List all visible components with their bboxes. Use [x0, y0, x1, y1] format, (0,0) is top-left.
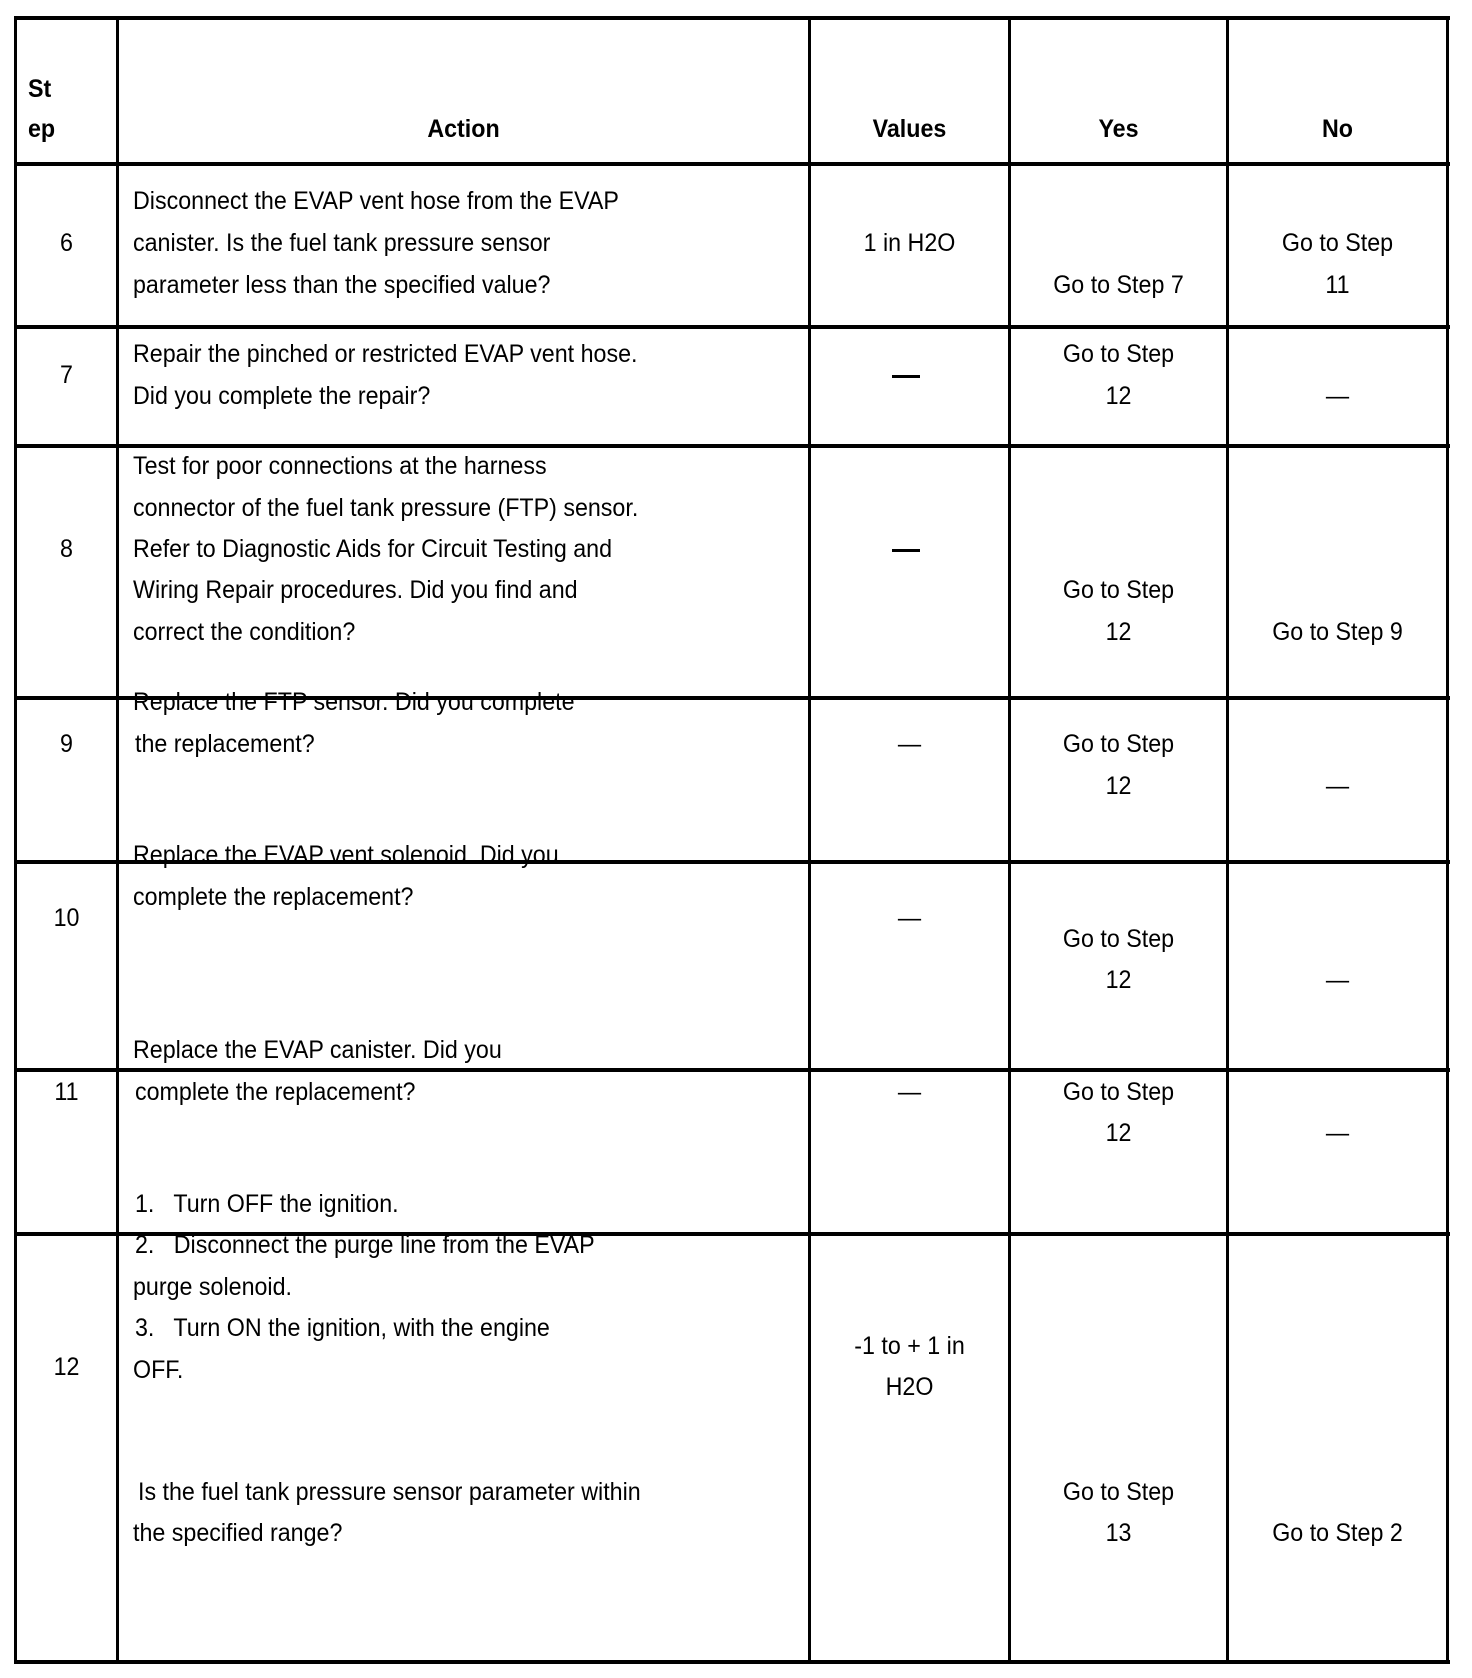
no-link[interactable]: 11 [1325, 271, 1350, 299]
diagnostic-table [14, 16, 1446, 1662]
action-text: Is the fuel tank pressure sensor parameter within [138, 1478, 641, 1506]
row-divider [14, 1068, 1450, 1072]
table-border-bottom [14, 1660, 1450, 1664]
no-text: — [1325, 1119, 1350, 1147]
no-link[interactable]: Go to Step [1281, 229, 1394, 257]
header-step: ep [28, 115, 56, 143]
yes-link[interactable]: Go to Step [1062, 1478, 1175, 1506]
action-text: Did you complete the repair? [133, 382, 431, 410]
value-text: — [897, 730, 922, 758]
action-text: complete the replacement? [133, 883, 414, 911]
step-number: 6 [60, 229, 73, 257]
value-dash [892, 375, 920, 378]
yes-link[interactable]: Go to Step [1062, 730, 1175, 758]
action-text: 1. Turn OFF the ignition. [135, 1190, 399, 1218]
yes-link[interactable]: 12 [1105, 1119, 1132, 1147]
value-text: — [897, 904, 922, 932]
action-text: Refer to Diagnostic Aids for Circuit Testing and [133, 535, 613, 563]
yes-link[interactable]: Go to Step 7 [1053, 271, 1184, 299]
action-text: connector of the fuel tank pressure (FTP) sensor. [133, 494, 639, 522]
action-text: the replacement? [135, 730, 315, 758]
table-border-top [14, 16, 1450, 20]
action-text: Test for poor connections at the harness [133, 452, 547, 480]
header-values: Values [872, 115, 947, 143]
value-text: — [897, 1078, 922, 1106]
action-text: Repair the pinched or restricted EVAP vent hose. [133, 340, 638, 368]
no-text: — [1325, 966, 1350, 994]
yes-link[interactable]: 12 [1105, 772, 1132, 800]
step-number: 12 [53, 1353, 80, 1381]
action-text: Replace the EVAP vent solenoid. Did you [133, 841, 559, 869]
value-text: 1 in H2O [863, 229, 956, 257]
action-text: purge solenoid. [133, 1273, 293, 1301]
action-text: Disconnect the EVAP vent hose from the EVAP [133, 187, 619, 215]
step-number: 7 [60, 361, 73, 389]
no-text: — [1325, 382, 1350, 410]
action-text: OFF. [133, 1356, 184, 1384]
yes-link[interactable]: 12 [1105, 966, 1132, 994]
yes-link[interactable]: Go to Step [1062, 1078, 1175, 1106]
no-text: — [1325, 772, 1350, 800]
value-dash [892, 549, 920, 552]
column-divider [1226, 16, 1229, 1664]
no-link[interactable]: Go to Step 2 [1272, 1519, 1403, 1547]
header-divider [14, 162, 1450, 166]
header-step: St [28, 75, 52, 103]
header-action: Action [427, 115, 500, 143]
action-text: correct the condition? [133, 618, 356, 646]
step-number: 11 [54, 1078, 79, 1106]
yes-link[interactable]: 13 [1105, 1519, 1132, 1547]
action-text: 3. Turn ON the ignition, with the engine [135, 1314, 550, 1342]
yes-link[interactable]: Go to Step [1062, 340, 1175, 368]
action-text: canister. Is the fuel tank pressure sensor [133, 229, 551, 257]
action-text: parameter less than the specified value? [133, 271, 551, 299]
header-yes: Yes [1098, 115, 1139, 143]
column-divider [116, 16, 119, 1664]
action-text: complete the replacement? [135, 1078, 416, 1106]
yes-link[interactable]: Go to Step [1062, 925, 1175, 953]
yes-link[interactable]: 12 [1105, 618, 1132, 646]
action-text: Wiring Repair procedures. Did you find and [133, 576, 578, 604]
action-text: Replace the EVAP canister. Did you [133, 1036, 502, 1064]
step-number: 8 [60, 535, 73, 563]
action-text: 2. Disconnect the purge line from the EVAP [135, 1231, 595, 1259]
yes-link[interactable]: 12 [1105, 382, 1132, 410]
yes-link[interactable]: Go to Step [1062, 576, 1175, 604]
value-text: H2O [885, 1373, 934, 1401]
column-divider [1008, 16, 1011, 1664]
header-no: No [1321, 115, 1353, 143]
value-text: -1 to + 1 in [854, 1332, 965, 1360]
action-text: the specified range? [133, 1519, 343, 1547]
table-border-right [1446, 16, 1449, 1664]
table-border-left [14, 16, 17, 1664]
step-number: 9 [60, 730, 73, 758]
column-divider [808, 16, 811, 1664]
action-text: Replace the FTP sensor. Did you complete [133, 688, 575, 716]
step-number: 10 [53, 904, 80, 932]
no-link[interactable]: Go to Step 9 [1272, 618, 1403, 646]
row-divider [14, 444, 1450, 448]
row-divider [14, 325, 1450, 329]
